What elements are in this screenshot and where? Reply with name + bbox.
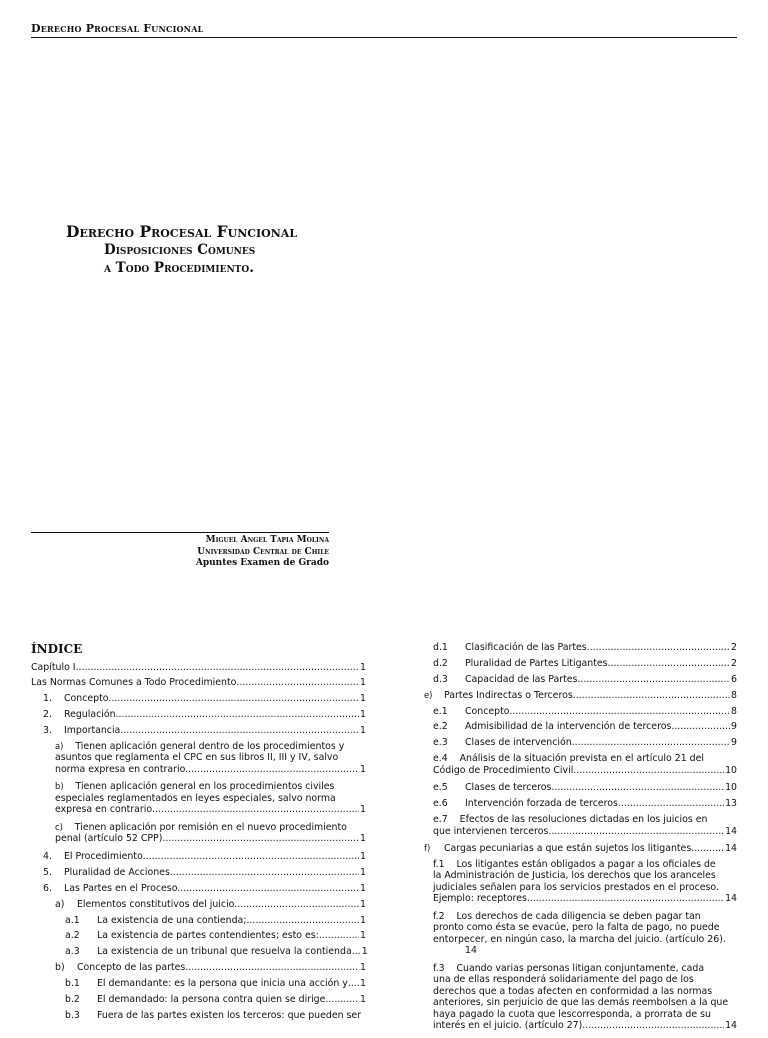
toc-entry[interactable]: f) Cargas pecuniarias a que están sujetos los litigantes. ..... 14 [424, 843, 737, 855]
toc-entry[interactable]: e.5 Clases de terceros. ..... 10 [424, 782, 737, 794]
toc-entry[interactable]: e) Partes Indirectas o Terceros ..... 8 [424, 690, 737, 702]
toc-entry[interactable]: c) Tienen aplicación por remisión en el nuevo procedimiento penal (artículo 52 CPP) ..... 1 [31, 822, 366, 845]
index-heading: ÍNDICE [31, 642, 83, 656]
document-title-block [66, 222, 297, 277]
toc-entry[interactable]: 1. Concepto. ..... 1 [31, 693, 366, 705]
author-block [31, 532, 329, 570]
toc-entry[interactable]: b.1 El demandante: es la persona que inicia una acción y ..... 1 [31, 978, 366, 990]
toc-entry[interactable]: e.7 Efectos de las resoluciones dictadas en los juicios en que intervienen terceros. ..... 14 [424, 814, 737, 837]
toc-entry[interactable]: e.6 Intervención forzada de terceros ..... 13 [424, 798, 737, 810]
toc-entry[interactable]: 2. Regulación ..... 1 [31, 709, 366, 721]
index-column-left [31, 642, 366, 1026]
toc-entry[interactable]: d.2 Pluralidad de Partes Litigantes. ..... 2 [424, 658, 737, 670]
document-subtitle-line-2: a Todo Procedimiento. [104, 260, 254, 276]
toc-entry[interactable]: Capítulo I ..... 1 [31, 662, 366, 674]
running-header [31, 22, 737, 38]
author-university: Universidad Central de Chile [197, 546, 329, 557]
toc-entry[interactable]: a.3 La existencia de un tribunal que resuelva la contienda. ..... 1 [31, 946, 366, 958]
toc-entry[interactable]: e.3 Clases de intervención. ..... 9 [424, 737, 737, 749]
toc-entry[interactable]: e.4 Análisis de la situación prevista en el artículo 21 del Código de Procedimiento Civil. ..... 10 [424, 753, 737, 776]
toc-entry[interactable]: 4. El Procedimiento ..... 1 [31, 851, 366, 863]
toc-entry[interactable]: b) Concepto de las partes. ..... 1 [31, 962, 366, 974]
document-title: Derecho Procesal Funcional [66, 222, 298, 241]
toc-entry[interactable]: 3. Importancia ..... 1 [31, 725, 366, 737]
running-header-title: Derecho Procesal Funcional [31, 22, 204, 35]
document-subtitle-line-1: Disposiciones Comunes [104, 242, 256, 258]
toc-entry[interactable]: a) Tienen aplicación general dentro de los procedimientos y asuntos que reglamenta el CPC en sus libros II, III y IV, salvo norma expresa en contrario. ..... 1 [31, 741, 366, 776]
toc-entry[interactable]: d.1 Clasificación de las Partes. ..... 2 [424, 642, 737, 654]
toc-entry[interactable]: 6. Las Partes en el Proceso. ..... 1 [31, 883, 366, 895]
toc-entry[interactable]: b.3 Fuera de las partes existen los terceros: que pueden ser [65, 1009, 362, 1021]
toc-entry[interactable]: f.1 Los litigantes están obligados a pagar a los oficiales de la Administración de Justicia, los derechos que los aranceles judiciales señalen para los servicios prestados en el proceso. Ejemplo: receptores ..... 14 [424, 859, 737, 905]
toc-entry[interactable]: Las Normas Comunes a Todo Procedimiento ..... 1 [31, 677, 366, 689]
toc-entry[interactable]: a.2 La existencia de partes contendientes; esto es: ..... 1 [31, 930, 366, 942]
toc-entry[interactable]: d.3 Capacidad de las Partes ..... 6 [424, 674, 737, 686]
toc-entry[interactable]: e.2 Admisibilidad de la intervención de terceros. ..... 9 [424, 721, 737, 733]
toc-entry[interactable]: b) Tienen aplicación general en los procedimientos civiles especiales reglamentados en leyes especiales, salvo norma expresa en contrario. ..... 1 [31, 781, 366, 816]
toc-entry[interactable]: a) Elementos constitutivos del juicio. ..... 1 [31, 899, 366, 911]
toc-entry[interactable]: e.1 Concepto. ..... 8 [424, 706, 737, 718]
index-column-right [424, 642, 737, 1038]
toc-entry[interactable]: 5. Pluralidad de Acciones ..... 1 [31, 867, 366, 879]
toc-entry[interactable]: f.2 Los derechos de cada diligencia se deben pagar tan pronto como ésta se evacúe, pero la falta de pago, no puede entorpecer, en ningún caso, la marcha del juicio. (artículo 26). 14 [433, 910, 726, 957]
toc-entry[interactable]: a.1 La existencia de una contienda; ..... 1 [31, 915, 366, 927]
toc-entry[interactable]: f.3 Cuando varias personas litigan conjuntamente, cada una de ellas responderá solidariamente del pago de los derechos que a todas afecten en conformidad a las normas anteriores, sin perjuicio de que las demás reembolsen a la que haya pagado la cuota que lescorresponda, a prorrata de su interés en el juicio. (artículo 27) ..... 14 [424, 963, 737, 1032]
author-note: Apuntes Examen de Grado [195, 558, 329, 568]
author-name: Miguel Angel Tapia Molina [205, 535, 329, 545]
toc-entry[interactable]: b.2 El demandado: la persona contra quien se dirige ..... 1 [31, 994, 366, 1006]
